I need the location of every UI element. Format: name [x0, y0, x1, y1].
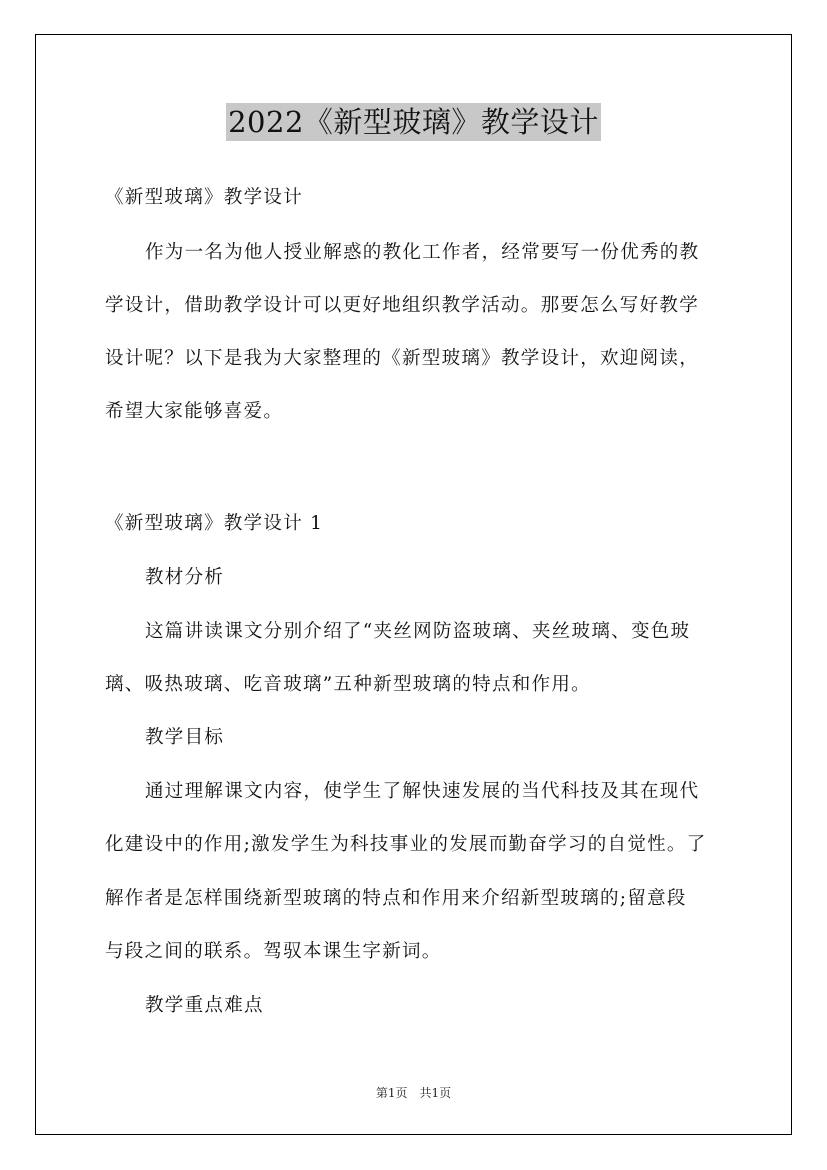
goal-line-1: 通过理解课文内容，使学生了解快速发展的当代科技及其在现代 — [145, 781, 700, 802]
material-line-2: 璃、吸热玻璃、吃音玻璃”五种新型玻璃的特点和作用。 — [105, 674, 591, 695]
intro-line-2: 学设计，借助教学设计可以更好地组织教学活动。那要怎么写好教学 — [105, 295, 700, 316]
intro-line-4: 希望大家能够喜爱。 — [105, 401, 284, 422]
goal-line-3: 解作者是怎样围绕新型玻璃的特点和作用来介绍新型玻璃的;留意段 — [105, 888, 687, 909]
page-footer: 第1页 共1页 — [375, 1086, 452, 1100]
goal-line-2: 化建设中的作用;激发学生为科技事业的发展而勤奋学习的自觉性。了 — [105, 834, 707, 855]
intro-line-1: 作为一名为他人授业解惑的教化工作者，经常要写一份优秀的教 — [145, 242, 700, 263]
goal-line-4: 与段之间的联系。驾驭本课生字新词。 — [105, 941, 442, 962]
material-line-1: 这篇讲读课文分别介绍了“夹丝网防盗玻璃、夹丝玻璃、变色玻 — [145, 621, 691, 642]
document-title: 2022《新型玻璃》教学设计 — [228, 105, 599, 139]
goal-heading: 教学目标 — [145, 727, 225, 748]
key-heading: 教学重点难点 — [145, 995, 264, 1016]
intro-line-3: 设计呢？以下是我为大家整理的《新型玻璃》教学设计，欢迎阅读， — [105, 348, 700, 369]
section-title: 《新型玻璃》教学设计 1 — [105, 513, 324, 534]
title-container — [0, 103, 827, 141]
section-heading: 《新型玻璃》教学设计 — [105, 187, 304, 208]
material-heading: 教材分析 — [145, 567, 225, 588]
